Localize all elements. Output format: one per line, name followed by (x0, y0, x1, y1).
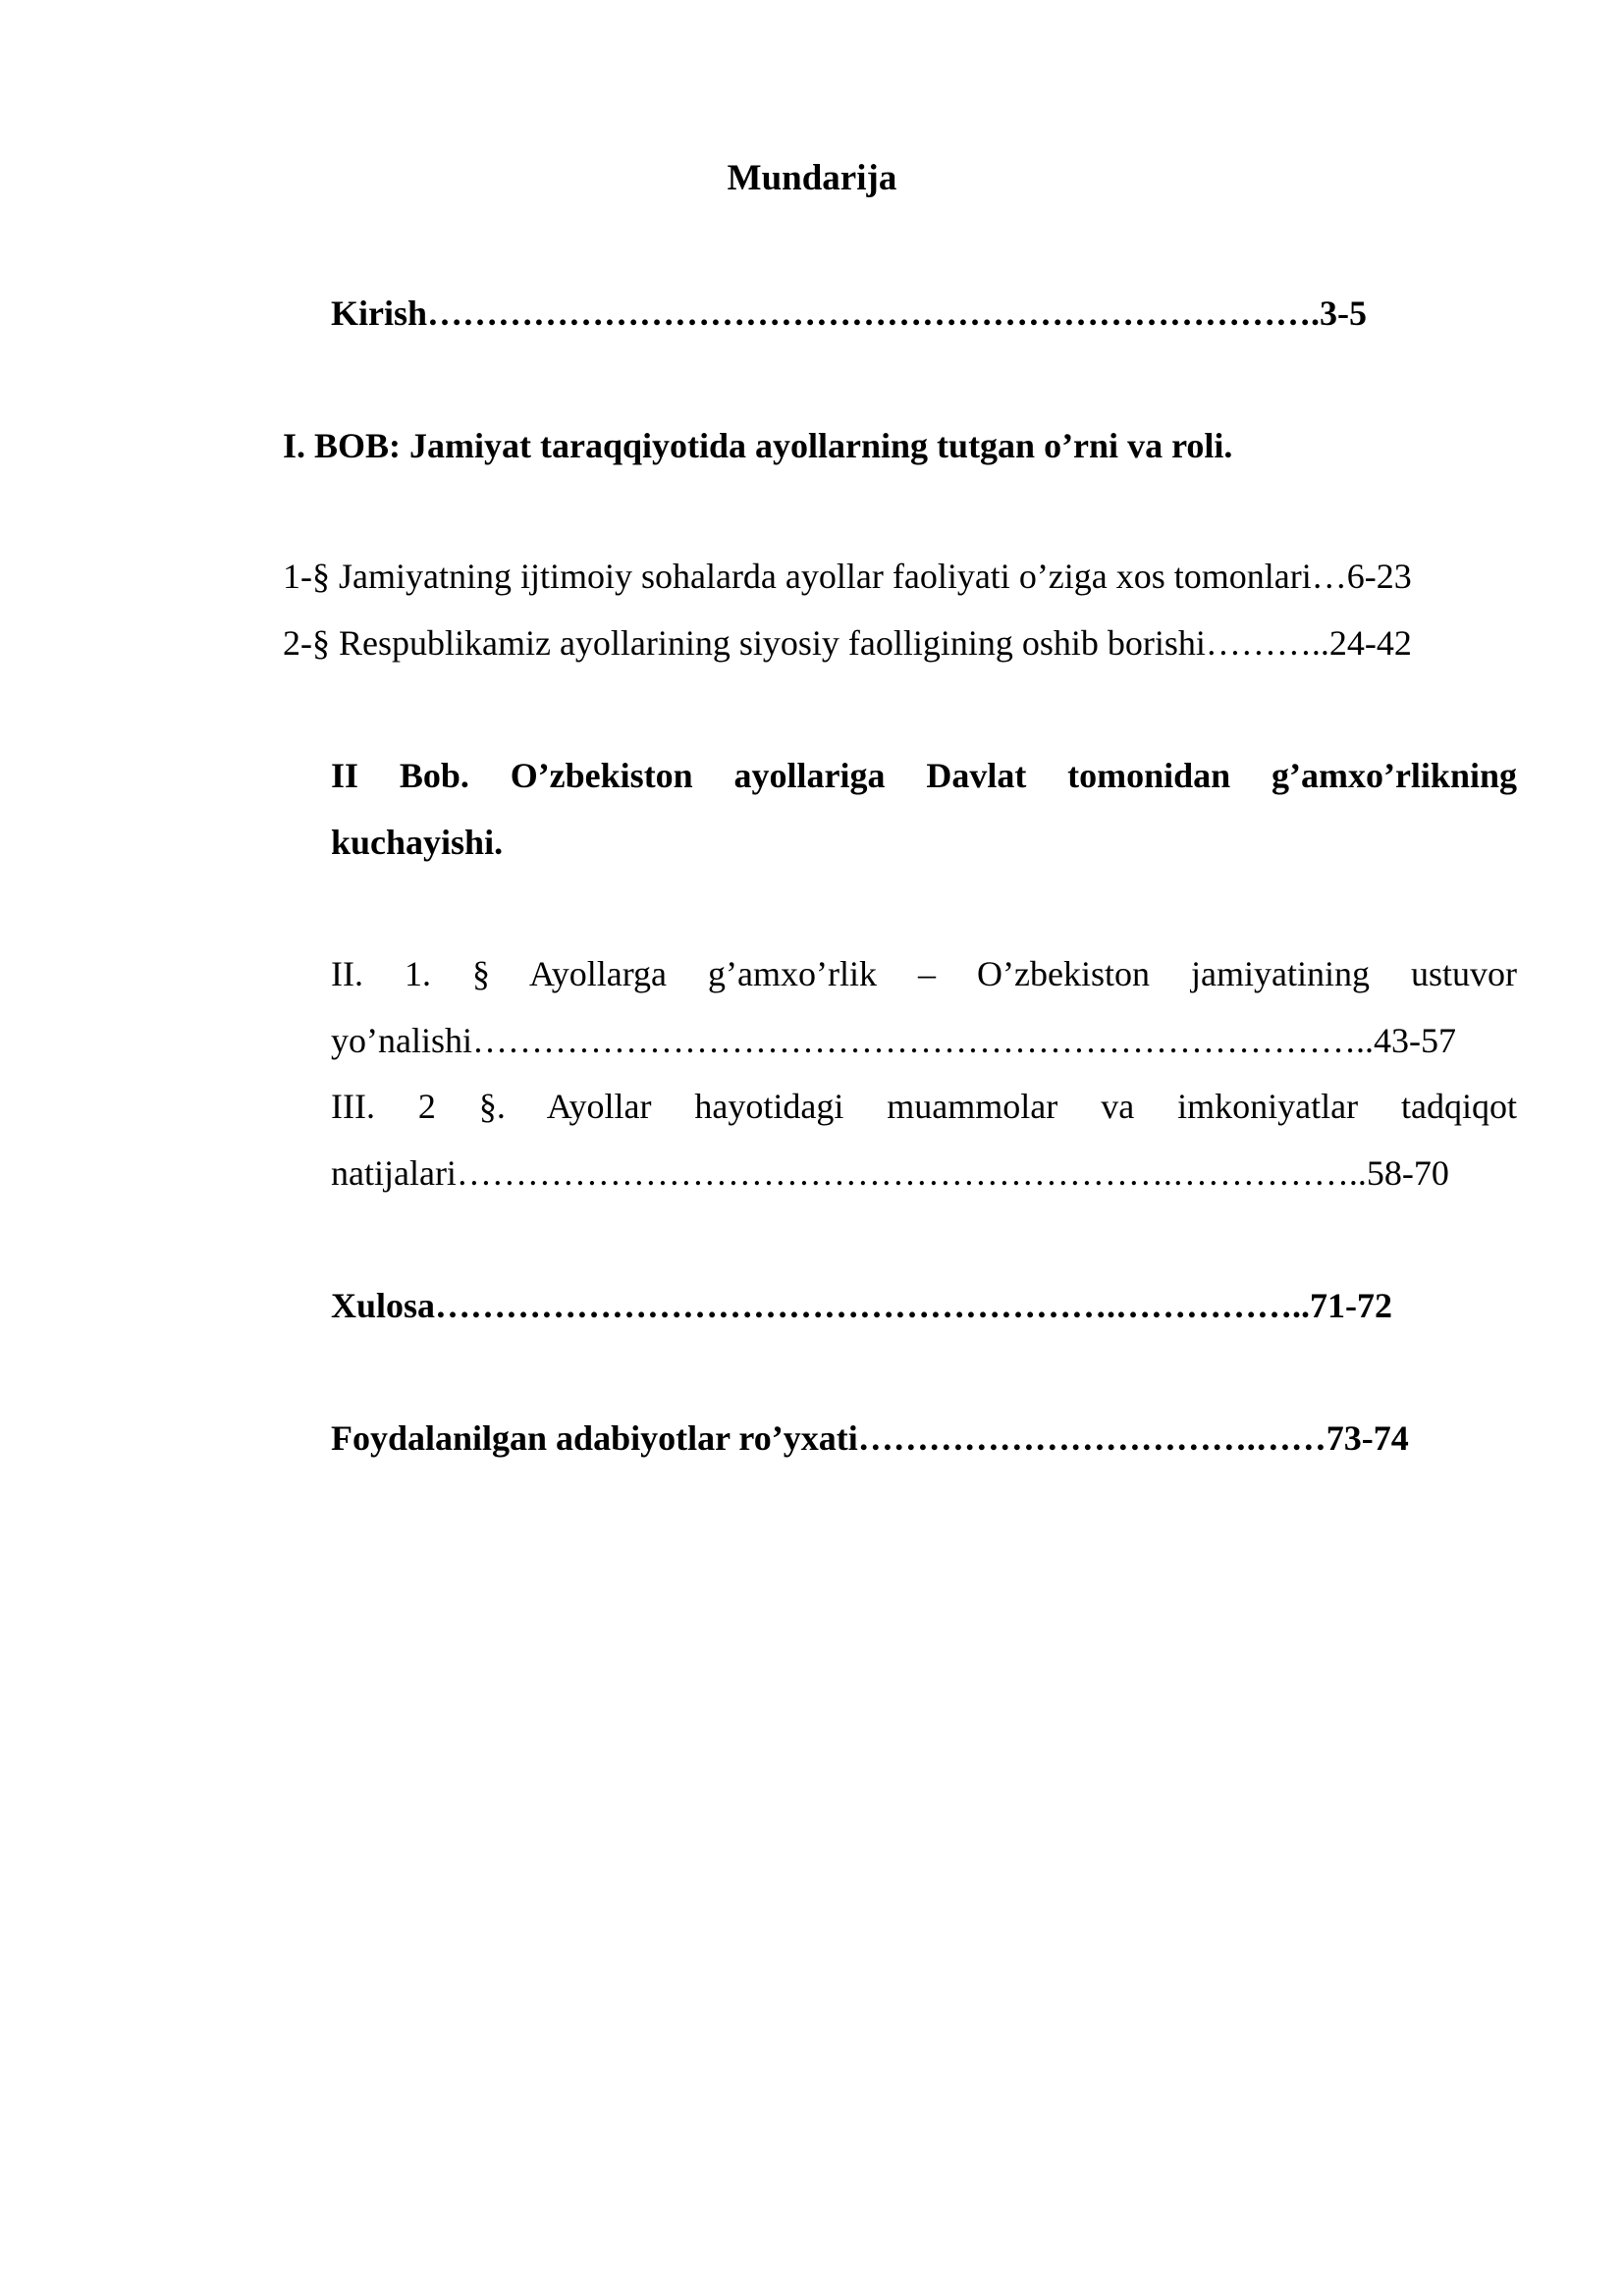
toc-chapter-2-heading-line-1: II Bob. O’zbekiston ayollariga Davlat tomonidan g’amxo’rlikning (331, 756, 1517, 795)
toc-entry-section-4-line-1: III. 2 §. Ayollar hayotidagi muammolar va imkoniyatlar tadqiqot (331, 1087, 1517, 1126)
toc-entry-intro: Kirish………………………………………………………………….3-5 (331, 294, 1368, 333)
toc-chapter-2-heading-line-2: kuchayishi. (331, 823, 504, 862)
toc-entry-section-2: 2-§ Respublikamiz ayollarining siyosiy faolligining oshib borishi………..24-42 (283, 623, 1412, 663)
toc-entry-references: Foydalanilgan adabiyotlar ro’yxati…………………………….……73-74 (331, 1418, 1409, 1458)
toc-chapter-1-heading: I. BOB: Jamiyat taraqqiyotida ayollarning tutgan o’rni va roli. (283, 426, 1233, 465)
toc-entry-section-3-line-2: yo’nalishi…………………………………………………………………..43-57 (331, 1021, 1456, 1060)
toc-entry-section-1: 1-§ Jamiyatning ijtimoiy sohalarda ayollar faoliyati o’ziga xos tomonlari…6-23 (283, 557, 1412, 596)
toc-title: Mundarija (727, 158, 897, 198)
toc-entry-conclusion: Xulosa………………………………………………….……………..71-72 (331, 1286, 1393, 1325)
toc-entry-section-3-line-1: II. 1. § Ayollarga g’amxo’rlik – O’zbekiston jamiyatining ustuvor (331, 954, 1517, 993)
toc-entry-section-4-line-2: natijalari…………………………………………………….……………..58-70 (331, 1153, 1449, 1193)
